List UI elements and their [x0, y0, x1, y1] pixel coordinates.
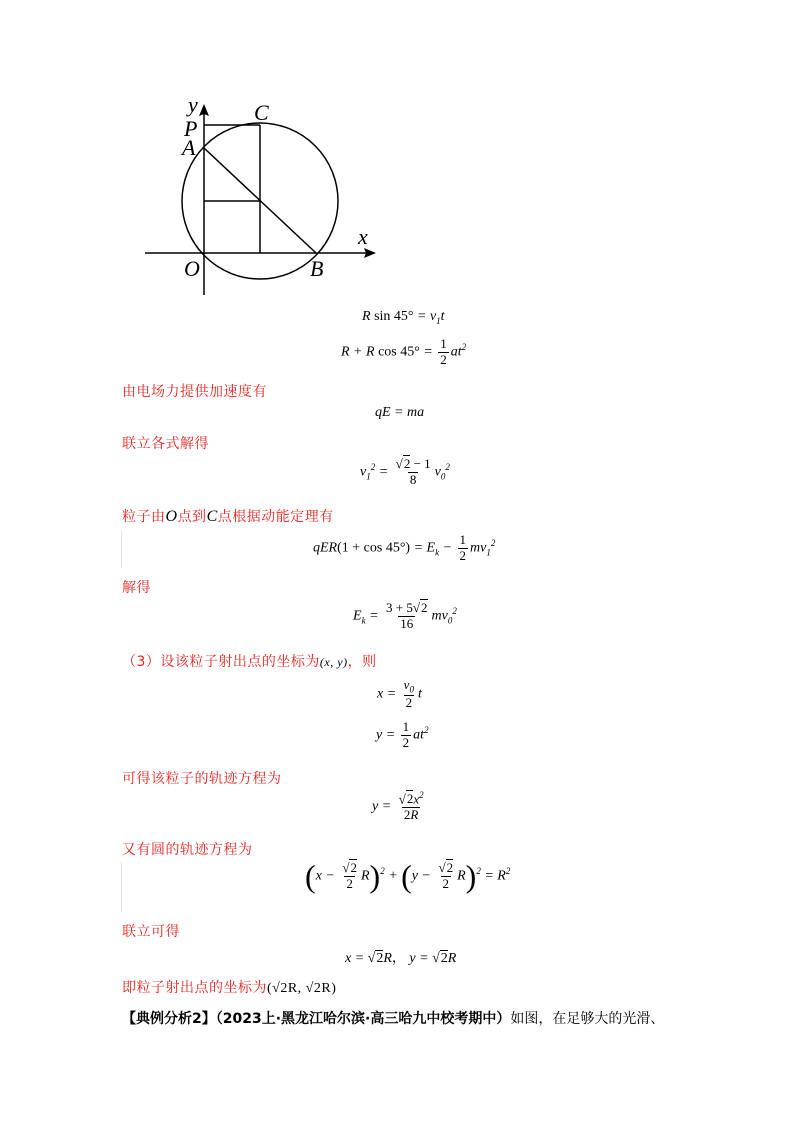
example-text: 如图，在足够大的光滑、: [510, 1011, 665, 1027]
eq-x: x = $\frac{v_0}{2}$ t: [377, 677, 422, 710]
text-line-9: 即粒子射出点的坐标为(√2R, √2R): [122, 980, 337, 996]
text-line-3: 粒子由O点到C点根据动能定理有: [122, 508, 334, 525]
eq-ek: $E_k$ = $\frac{3 + 5√2}{16}$ $mv_0^2$: [353, 600, 457, 631]
label-a: A: [182, 135, 196, 160]
margin-mark-1: [121, 530, 122, 568]
margin-mark-2: [121, 862, 122, 912]
eq-solution: x = √2R， y = √2R: [345, 951, 457, 966]
text-line-8: 联立可得: [122, 924, 180, 940]
text-line-5: （3）设该粒子射出点的坐标为(x, y)，则: [122, 654, 377, 670]
eq-v1-squared: $v_1^2$ = $\frac{√2 - 1}{8}$ $v_0^2$: [360, 456, 450, 487]
label-p: P: [184, 116, 198, 141]
text-line-2: 联立各式解得: [122, 436, 209, 452]
label-o: O: [184, 256, 200, 281]
text-line-6: 可得该粒子的轨迹方程为: [122, 771, 282, 787]
eq-rsin45: R $\sin 45^\circ = v_1t$: [362, 309, 445, 326]
eq-circle: (x − $\frac{√2}{2}$ R)$^2$ + (y − $\frac{√2}{2}$ $R)^2 = R^2$: [305, 858, 511, 894]
geometry-figure: [140, 90, 390, 300]
eq-y: y = $\frac{1}{2}$ $at^2$: [376, 719, 429, 750]
label-x: x: [358, 224, 368, 249]
text-line-4: 解得: [122, 580, 151, 596]
example-source: （2023上·黑龙江哈尔滨·高三哈九中校考期中）: [215, 1011, 511, 1027]
eq-trajectory: y = $\frac{√2x^2}{2R}$: [372, 790, 424, 823]
eq-kinetic-energy: $qER(1 + \cos 45^\circ) = E_k$ − $\frac{1}{2}$ $mv_1^2$: [313, 532, 496, 563]
label-b: B: [310, 256, 324, 281]
example-bracket: 【典例分析2】: [122, 1011, 216, 1027]
eq-rcos45: R + R cos 45° = $\frac{1}{2}$ $at^2$: [341, 336, 467, 367]
text-line-7: 又有圆的轨迹方程为: [122, 842, 253, 858]
text-line-1: 由电场力提供加速度有: [122, 384, 267, 400]
example-heading: [122, 1008, 664, 1028]
label-y: y: [188, 92, 198, 117]
label-c: C: [254, 100, 269, 125]
eq-qe-ma: qE = ma: [375, 405, 425, 420]
